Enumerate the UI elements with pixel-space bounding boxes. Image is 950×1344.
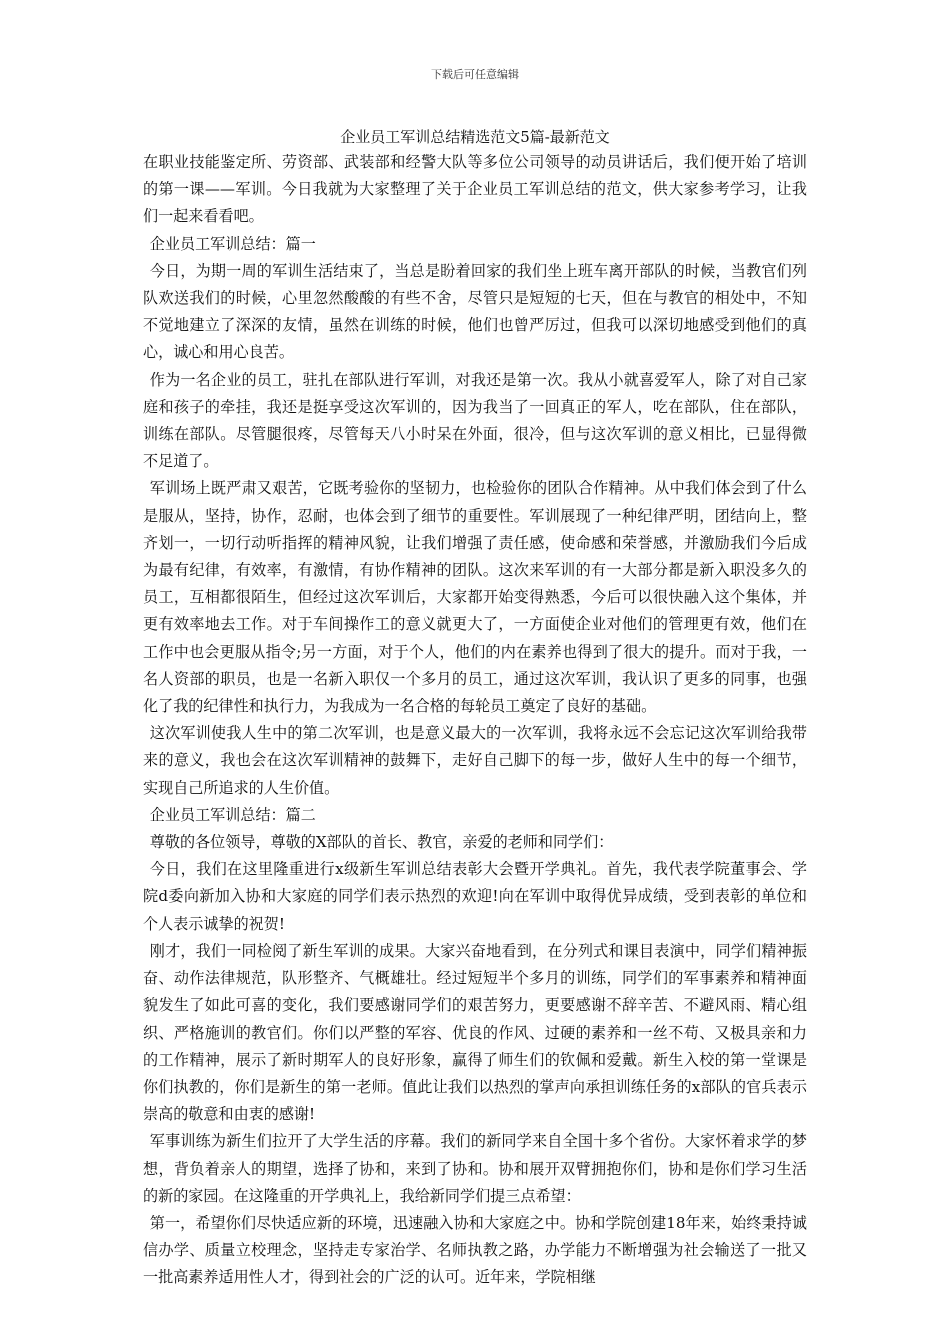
document-title: 企业员工军训总结精选范文5篇-最新范文 xyxy=(340,128,610,146)
body-paragraph: 今日，为期一周的军训生活结束了，当总是盼着回家的我们坐上班车离开部队的时候，当教官们列队欢送我们的时候，心里忽然酸酸的有些不舍，尽管只是短短的七天，但在与教官的相处中，不知不觉地建立了深深的友情，虽然在训练的时候，他们也曾严厉过，但我可以深切地感受到他们的真心，诚心和用心良苦。 xyxy=(143,261,807,362)
body-paragraph: 刚才，我们一同检阅了新生军训的成果。大家兴奋地看到，在分列式和课目表演中，同学们精神振奋、动作法律规范，队形整齐、气概雄壮。经过短短半个多月的训练，同学们的军事素养和精神面貌发生了如此可喜的变化，我们要感谢同学们的艰苦努力，更要感谢不辞辛苦、不避风雨、精心组织、严格施训的教官们。你们以严整的军容、优良的作风、过硬的素养和一丝不苟、又极具亲和力的工作精神，展示了新时期军人的良好形象，赢得了师生们的钦佩和爱戴。新生入校的第一堂课是你们执教的，你们是新生的第一老师。值此让我们以热烈的掌声向承担训练任务的x部队的官兵表示崇高的敬意和由衷的感谢! xyxy=(143,941,807,1124)
body-paragraph: 这次军训使我人生中的第二次军训，也是意义最大的一次军训，我将永远不会忘记这次军训给我带来的意义，我也会在这次军训精神的鼓舞下，走好自己脚下的每一步，做好人生中的每一个细节，实现自己所追求的人生价值。 xyxy=(143,724,807,797)
page-header-note: 下载后可任意编辑 xyxy=(431,68,519,81)
paragraph-list xyxy=(143,149,807,1292)
body-paragraph: 作为一名企业的员工，驻扎在部队进行军训，对我还是第一次。我从小就喜爱军人，除了对自己家庭和孩子的牵挂，我还是挺享受这次军训的，因为我当了一回真正的军人，吃在部队，住在部队，训练在部队。尽管腿很疼，尽管每天八小时呆在外面，很冷，但与这次军训的意义相比，已显得微不足道了。 xyxy=(143,370,807,471)
body-paragraph: 第一，希望你们尽快适应新的环境，迅速融入协和大家庭之中。协和学院创建18年来，始终秉持诚信办学、质量立校理念，坚持走专家治学、名师执教之路，办学能力不断增强为社会输送了一批又一批高素养适用性人才，得到社会的广泛的认可。近年来，学院相继 xyxy=(143,1213,807,1287)
body-paragraph: 今日，我们在这里隆重进行x级新生军训总结表彰大会暨开学典礼。首先，我代表学院董事会、学院d委向新加入协和大家庭的同学们表示热烈的欢迎!向在军训中取得优异成绩，受到表彰的单位和个人表示诚挚的祝贺! xyxy=(143,860,807,933)
body-paragraph: 在职业技能鉴定所、劳资部、武装部和经警大队等多位公司领导的动员讲话后，我们便开始了培训的第一课——军训。今日我就为大家整理了关于企业员工军训总结的范文，供大家参考学习，让我们一起来看看吧。 xyxy=(143,153,807,226)
section-heading: 企业员工军训总结：篇一 xyxy=(149,234,316,253)
section-heading: 企业员工军训总结：篇二 xyxy=(149,805,316,824)
body-paragraph: 军事训练为新生们拉开了大学生活的序幕。我们的新同学来自全国十多个省份。大家怀着求学的梦想，背负着亲人的期望，选择了协和，来到了协和。协和展开双臂拥抱你们，协和是你们学习生活的新的家园。在这隆重的开学典礼上，我给新同学们提三点希望： xyxy=(143,1132,807,1205)
body-paragraph: 尊敬的各位领导，尊敬的X部队的首长、教官，亲爱的老师和同学们： xyxy=(149,833,614,852)
body-paragraph: 军训场上既严肃又艰苦，它既考验你的坚韧力，也检验你的团队合作精神。从中我们体会到了什么是服从，坚持，协作，忍耐，也体会到了细节的重要性。军训展现了一种纪律严明，团结向上，整齐划一，一切行动听指挥的精神风貌，让我们增强了责任感，使命感和荣誉感，并激励我们今后成为最有纪律，有效率，有激情，有协作精神的团队。这次来军训的有一大部分都是新入职没多久的员工，互相都很陌生，但经过这次军训后，大家都开始变得熟悉，今后可以很快融入这个集体，并更有效率地去工作。对于车间操作工的意义就更大了，一方面使企业对他们的管理更有效，他们在工作中也会更服从指令;另一方面，对于个人，他们的内在素养也得到了很大的提升。而对于我，一名人资部的职员，也是一名新入职仅一个多月的员工，通过这次军训，我认识了更多的同事，也强化了我的纪律性和执行力，为我成为一名合格的每轮员工奠定了良好的基础。 xyxy=(143,479,807,716)
document-body xyxy=(143,125,807,1292)
